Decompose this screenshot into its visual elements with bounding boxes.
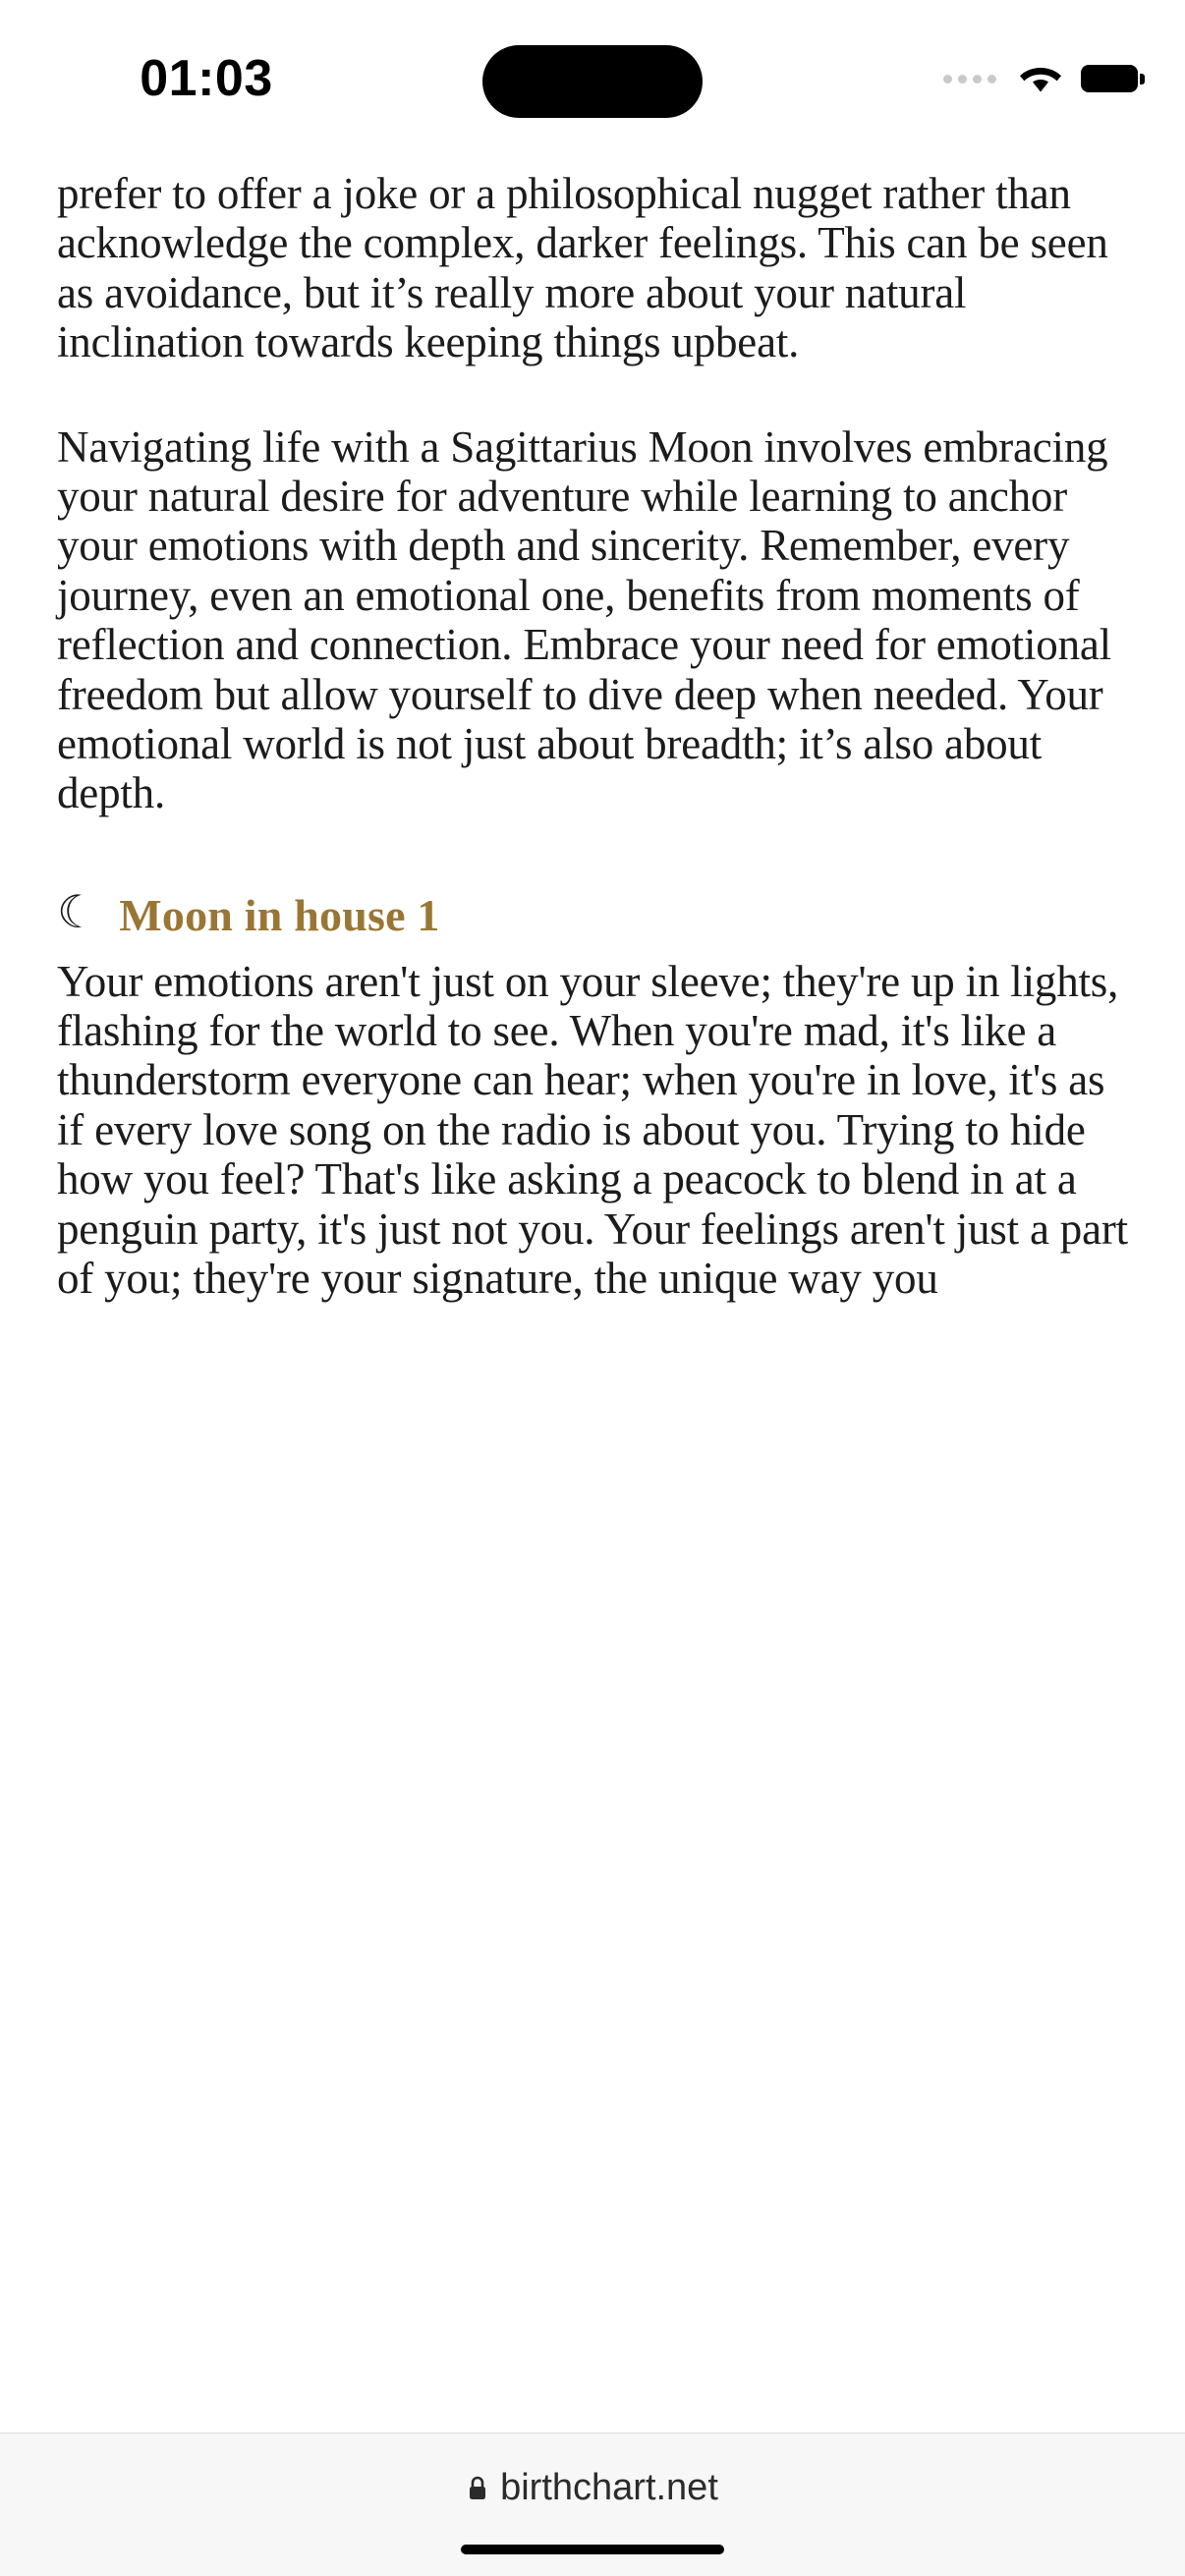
section-heading-moon-house-1: [57, 889, 1128, 941]
status-indicators: [943, 0, 1138, 157]
lock-icon: [467, 2475, 488, 2502]
url-text: birthchart.net: [500, 2467, 718, 2508]
paragraph-sagittarius-moon: Navigating life with a Sagittarius Moon involves embracing your natural desire for adventure while learning to anchor your emotions with depth and sincerity. Remember, every journey, even an emotional one, benefits from moments of reflection and connection. Embrace your need for emotional freedom but allow yourself to dive deep when needed. Your emotional world is not just about breadth; it’s also about depth.: [57, 421, 1111, 818]
article-content[interactable]: [0, 157, 1185, 2433]
status-time: 01:03: [140, 50, 273, 107]
address-bar[interactable]: [467, 2467, 718, 2509]
home-indicator[interactable]: [461, 2545, 724, 2554]
browser-bottom-bar[interactable]: [0, 2433, 1185, 2576]
dynamic-island: [482, 45, 703, 118]
battery-full-icon: [1081, 65, 1138, 92]
paragraph-continuation: prefer to offer a joke or a philosophical nugget rather than acknowledge the complex, darker feelings. This can be seen as avoidance, but it’s really more about your natural inclination towards keeping things upbeat.: [57, 169, 1108, 367]
paragraph-moon-house-1: Your emotions aren't just on your sleeve; they're up in lights, flashing for the world to see. When you're mad, it's like a thunderstorm everyone can hear; when you're in love, it's as if every love song on the radio is about you. Trying to hide how you feel? That's like asking a peacock to blend in at a penguin party, it's just not you. Your feelings aren't just a part of you; they're your signature, the unique way you: [57, 956, 1128, 1304]
signal-dots-icon: [943, 75, 996, 84]
status-bar: [0, 0, 1185, 157]
crescent-moon-icon: ☾: [57, 887, 98, 938]
section-title: Moon in house 1: [119, 889, 440, 940]
wifi-icon: [1018, 62, 1063, 95]
